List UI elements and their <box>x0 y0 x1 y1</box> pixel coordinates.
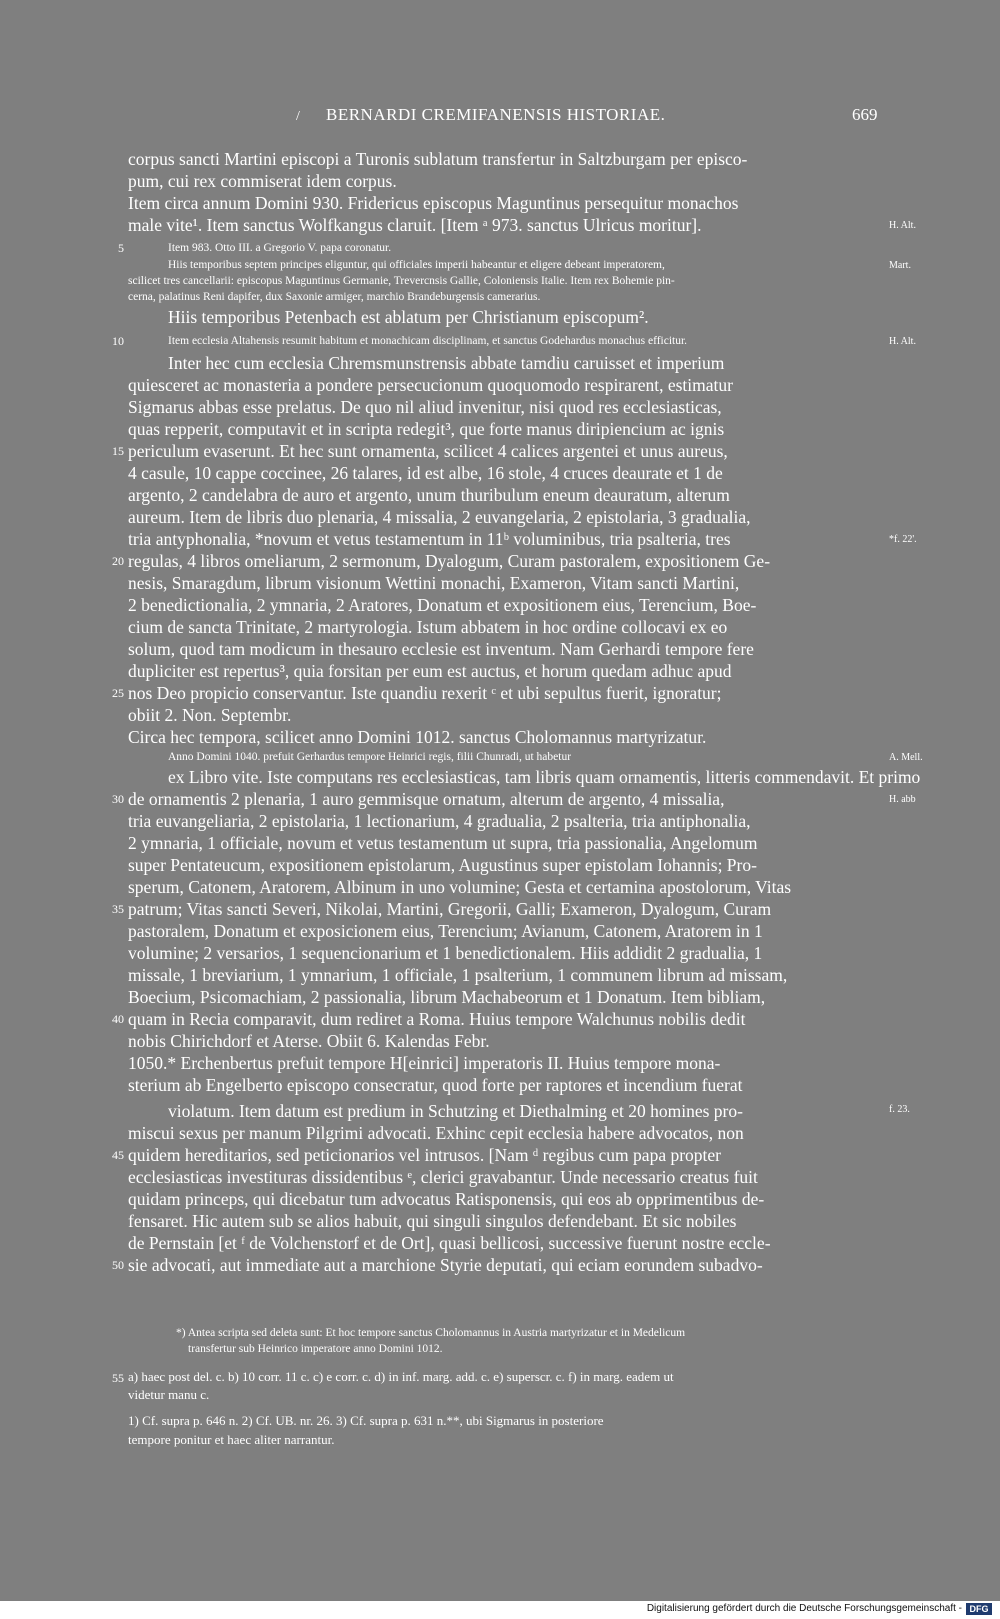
apparatus-note: videtur manu c. <box>128 1387 210 1402</box>
text-line: Hiis temporibus Petenbach est ablatum per Christianum episcopum². <box>168 307 649 327</box>
line-number: 40 <box>112 1012 124 1026</box>
editorial-note: *) Antea scripta sed deleta sunt: Et hoc tempore sanctus Cholomannus in Austria martyrizatur et in Medelicum <box>176 1327 686 1339</box>
text-line: dupliciter est repertus³, quia forsitan per eum est auctus, et horum quedam adhuc apud <box>128 661 732 681</box>
text-line: pum, cui rex commiserat idem corpus. <box>128 171 397 191</box>
text-line: quiesceret ac monasteria a pondere persecucionum quoquomodo respirarent, estimatur <box>128 375 733 395</box>
line-number: 15 <box>112 444 124 458</box>
funding-credit: Digitalisierung gefördert durch die Deutsche Forschungsgemeinschaft - <box>646 1603 962 1614</box>
text-line: violatum. Item datum est predium in Schutzing et Diethalming et 20 homines pro- <box>168 1101 743 1121</box>
margin-note: A. Mell. <box>889 752 923 763</box>
text-line: super Pentateucum, expositionem epistolarum, Augustinus super epistolam Iohannis; Pro- <box>128 855 757 875</box>
margin-note: H. Alt. <box>889 220 916 231</box>
footnote: 1) Cf. supra p. 646 n. 2) Cf. UB. nr. 26. 3) Cf. supra p. 631 n.**, ubi Sigmarus in posteriore <box>128 1413 604 1428</box>
text-line: quidam princeps, qui dicebatur tum advocatus Ratisponensis, qui eos ab opprimentibus de- <box>128 1189 765 1209</box>
text-line: periculum evaserunt. Et hec sunt ornamenta, scilicet 4 calices argentei et unus aureus, <box>128 441 728 461</box>
text-line: tria euvangeliaria, 2 epistolaria, 1 lectionarium, 4 gradualia, 2 psalteria, tria antiphonalia, <box>128 811 751 831</box>
line-number: 45 <box>112 1148 124 1162</box>
line-number: 30 <box>112 792 124 806</box>
margin-note: Mart. <box>889 260 911 271</box>
text-line-small: scilicet tres cancellarii: episcopus Maguntinus Germanie, Trevercnsis Gallie, Coloniensis Italie. Item rex Bohemie pin- <box>128 275 675 287</box>
text-line: Item circa annum Domini 930. Fridericus episcopus Maguntinus persequitur monachos <box>128 193 739 213</box>
editorial-note: transfertur sub Heinrico imperatore anno Domini 1012. <box>188 1343 443 1355</box>
text-line: cium de sancta Trinitate, 2 martyrologia. Istum abbatem in hoc ordine collocavi ex eo <box>128 617 728 637</box>
text-line: regulas, 4 libros omeliarum, 2 sermonum, Dyalogum, Curam pastoralem, expositionem Ge- <box>128 551 771 571</box>
text-line: miscui sexus per manum Pilgrimi advocati. Exhinc cepit ecclesia habere advocatos, non <box>128 1123 744 1143</box>
text-line: quidem hereditarios, sed peticionarios vel intrusos. [Nam ᵈ regibus cum papa propter <box>128 1145 721 1165</box>
text-line: tria antyphonalia, *novum et vetus testamentum in 11ᵇ voluminibus, tria psalteria, tres <box>128 529 731 549</box>
stray-mark: / <box>296 109 300 124</box>
text-line: missale, 1 breviarium, 1 ymnarium, 1 officiale, 1 psalterium, 1 communem librum ad missam, <box>128 965 788 985</box>
text-line: sperum, Catonem, Aratorem, Albinum in uno volumine; Gesta et certamina apostolorum, Vitas <box>128 877 792 897</box>
text-line: 1050.* Erchenbertus prefuit tempore H[einrici] imperatoris II. Huius tempore mona- <box>128 1053 721 1073</box>
text-line: de ornamentis 2 plenaria, 1 auro gemmisque ornatum, alterum de argento, 4 missalia, <box>128 789 725 809</box>
text-line-small: Anno Domini 1040. prefuit Gerhardus tempore Heinrici regis, filii Chunradi, ut habetur <box>168 751 572 763</box>
text-line: corpus sancti Martini episcopi a Turonis sublatum transfertur in Saltzburgam per episco- <box>128 149 748 169</box>
text-line: nos Deo propicio conservantur. Iste quandiu rexerit ᶜ et ubi sepultus fuerit, ignoratur; <box>128 683 722 703</box>
margin-note: H. abb <box>889 794 916 805</box>
text-line: aureum. Item de libris duo plenaria, 4 missalia, 2 euvangelaria, 2 epistolaria, 3 gradualia, <box>128 507 751 527</box>
line-number: 5 <box>118 241 124 255</box>
text-line: Sigmarus abbas esse prelatus. De quo nil aliud invenitur, nisi quod res ecclesiasticas, <box>128 397 722 417</box>
line-number: 25 <box>112 686 124 700</box>
apparatus-note: a) haec post del. c. b) 10 corr. 11 c. c) e corr. c. d) in inf. marg. add. c. e) superscr. c. f) in marg. eadem ut <box>128 1369 674 1384</box>
text-line: Inter hec cum ecclesia Chremsmunstrensis abbate tamdiu caruisset et imperium <box>168 353 725 373</box>
line-number: 55 <box>112 1371 124 1385</box>
page-number: 669 <box>852 105 878 124</box>
text-line-small: Hiis temporibus septem principes eliguntur, qui officiales imperii habeantur et eligere debeant imperatorem, <box>168 259 665 271</box>
text-line: 2 ymnaria, 1 officiale, novum et vetus testamentum ut supra, tria passionalia, Angelomum <box>128 833 758 853</box>
text-line: sterium ab Engelberto episcopo consecratur, quod forte per raptores et incendium fuerat <box>128 1075 743 1095</box>
text-line-small: Item 983. Otto III. a Gregorio V. papa coronatur. <box>168 242 392 254</box>
text-line: solum, quod tam modicum in thesauro ecclesie est inventum. Nam Gerhardi tempore fere <box>128 639 754 659</box>
running-title: BERNARDI CREMIFANENSIS HISTORIAE. <box>326 105 666 124</box>
line-number: 10 <box>112 334 124 348</box>
dfg-logo-icon: DFG <box>966 1603 992 1615</box>
text-line: nesis, Smaragdum, librum visionum Wettini monachi, Exameron, Vitam sancti Martini, <box>128 573 740 593</box>
page-header <box>0 105 1000 135</box>
line-number: 50 <box>112 1258 124 1272</box>
text-line: patrum; Vitas sancti Severi, Nikolai, Martini, Gregorii, Galli; Exameron, Dyalogum, Curam <box>128 899 772 919</box>
line-number: 20 <box>112 554 124 568</box>
text-line: nobis Chirichdorf et Aterse. Obiit 6. Kalendas Febr. <box>128 1031 490 1051</box>
text-line: ex Libro vite. Iste computans res ecclesiasticas, tam libris quam ornamentis, litteris commendavit. Et primo <box>168 767 921 787</box>
line-number: 35 <box>112 902 124 916</box>
text-line: quam in Recia comparavit, dum rediret a Roma. Huius tempore Walchunus nobilis dedit <box>128 1009 746 1029</box>
text-line: 4 casule, 10 cappe coccinee, 26 talares, id est albe, 16 stole, 4 cruces deaurate et 1 de <box>128 463 723 483</box>
text-line: de Pernstain [et ᶠ de Volchenstorf et de Ort], quasi bellicosi, successive fuerunt nostre eccle- <box>128 1233 771 1253</box>
margin-note: H. Alt. <box>889 336 916 347</box>
text-line: sie advocati, aut immediate aut a marchione Styrie deputati, qui eciam eorundem subadvo- <box>128 1255 763 1275</box>
text-line: ecclesiasticas investituras dissidentibus ᵉ, clerici gravabantur. Unde necessario creatus fuit <box>128 1167 758 1187</box>
text-line-small: cerna, palatinus Reni dapifer, dux Saxonie armiger, marchio Brandeburgensis camerarius. <box>128 291 541 303</box>
text-line: male vite¹. Item sanctus Wolfkangus claruit. [Item ᵃ 973. sanctus Ulricus moritur]. <box>128 215 702 235</box>
digitization-footer <box>0 1601 1000 1619</box>
margin-note: f. 23. <box>889 1104 910 1115</box>
text-line: 2 benedictionalia, 2 ymnaria, 2 Aratores, Donatum et expositionem eius, Terencium, Boe- <box>128 595 757 615</box>
text-line: fensaret. Hic autem sub se alios habuit, qui singuli singulos defendebant. Et sic nobiles <box>128 1211 737 1231</box>
text-line: obiit 2. Non. Septembr. <box>128 705 292 725</box>
margin-note: *f. 22'. <box>889 534 917 545</box>
text-line-small: Item ecclesia Altahensis resumit habitum et monachicam disciplinam, et sanctus Godehardus monachus efficitur. <box>168 335 688 347</box>
text-line: pastoralem, Donatum et exposicionem eius, Terencium; Avianum, Catonem, Aratorem in 1 <box>128 921 763 941</box>
text-line: quas repperit, computavit et in scripta redegit³, que forte manus diripiencium ac ignis <box>128 419 725 439</box>
footnote: tempore ponitur et haec aliter narrantur. <box>128 1432 335 1447</box>
text-line: volumine; 2 versarios, 1 sequencionarium et 1 benedictionalem. Hiis addidit 2 gradualia, 1 <box>128 943 763 963</box>
text-line: Circa hec tempora, scilicet anno Domini 1012. sanctus Cholomannus martyrizatur. <box>128 727 707 747</box>
text-line: argento, 2 candelabra de auro et argento, unum thuribulum eneum deauratum, alterum <box>128 485 730 505</box>
text-line: Boecium, Psicomachiam, 2 passionalia, librum Machabeorum et 1 Donatum. Item bibliam, <box>128 987 766 1007</box>
